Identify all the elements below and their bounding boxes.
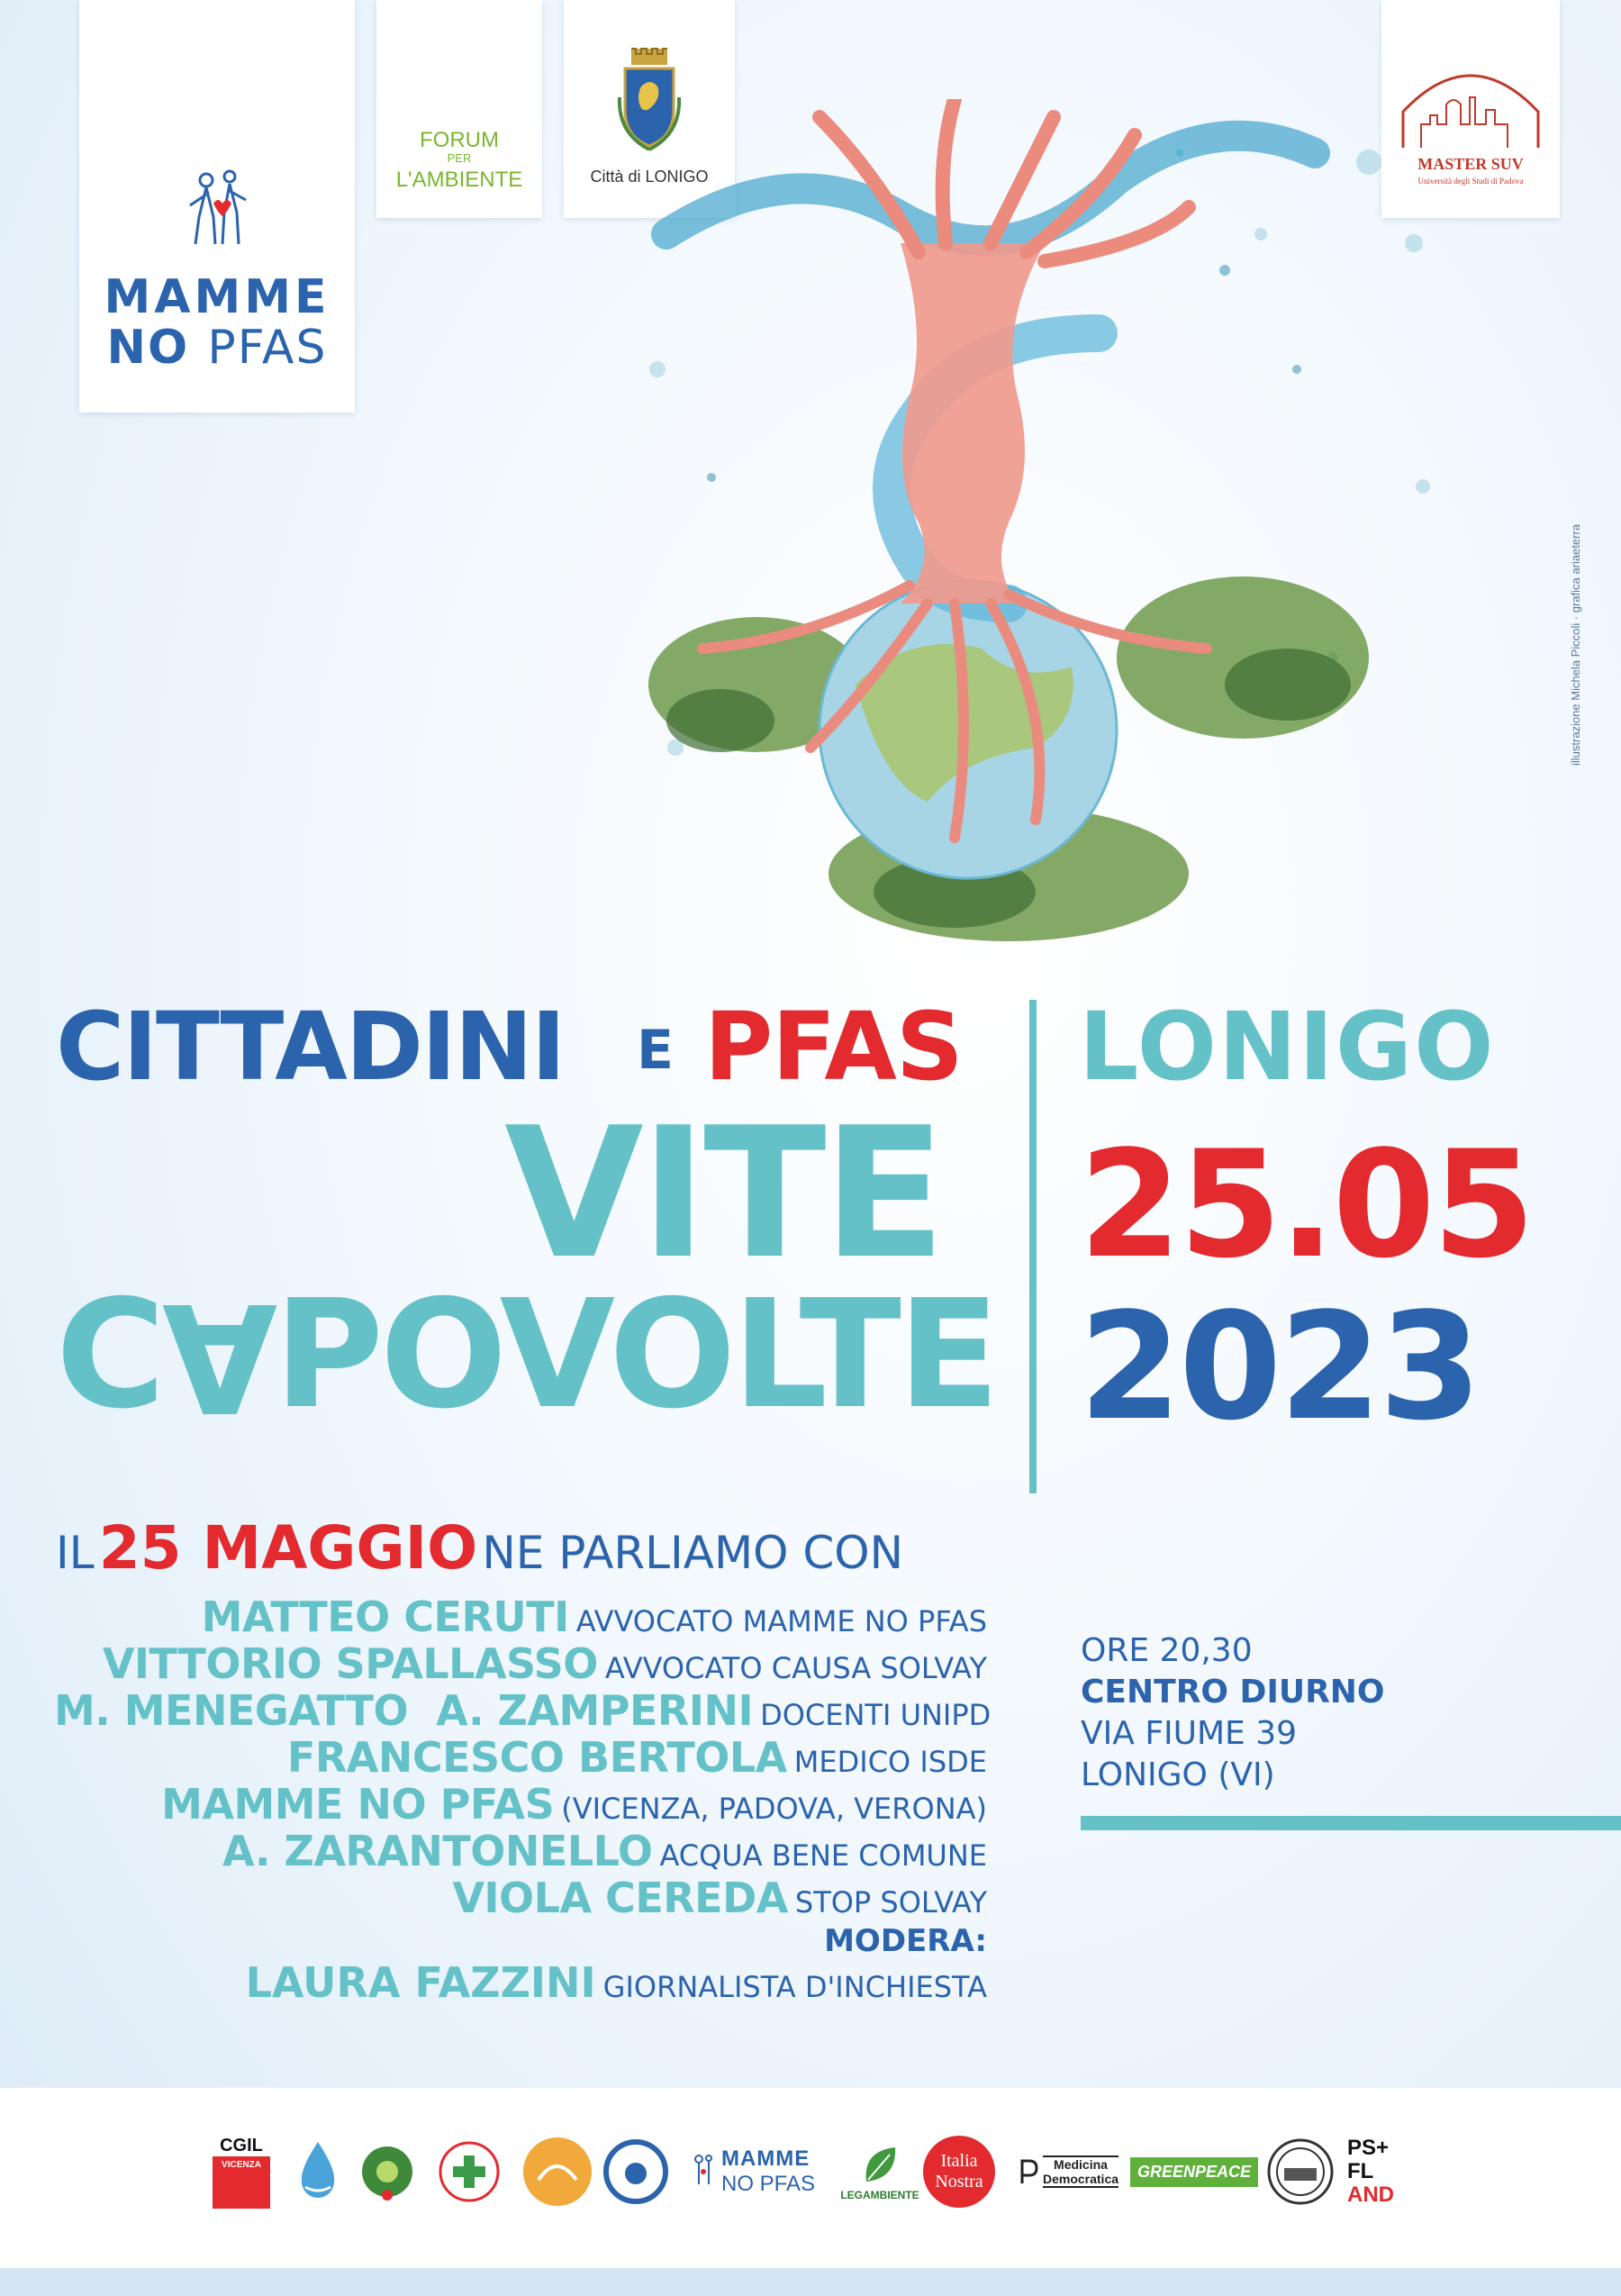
moderator-row <box>54 1958 987 2007</box>
speaker-name: M. MENEGATTO A. ZAMPERINI <box>54 1686 754 1735</box>
speaker-row <box>54 1827 987 1874</box>
sponsor-orange-logo <box>519 2131 596 2212</box>
round-badge-icon <box>1266 2137 1335 2206</box>
speaker-row <box>54 1874 987 1920</box>
event-year: 2023 <box>1079 1281 1480 1453</box>
speaker-row <box>54 1733 987 1780</box>
psfland-line3: AND <box>1347 2183 1394 2207</box>
speaker-row <box>54 1686 992 1735</box>
event-city: LONIGO <box>1079 992 1496 1102</box>
cgil-label: CGIL <box>220 2135 263 2155</box>
forum-logo-line2: PER <box>447 151 472 165</box>
title-conjunction: E <box>637 1019 674 1082</box>
title-divider <box>1029 1000 1037 1493</box>
sponsor-psfland-logo <box>1347 2131 1414 2212</box>
title-capovolte-c: C <box>56 1268 162 1442</box>
speaker-name: A. ZARANTONELLO <box>222 1827 653 1875</box>
sponsor-badge-logo <box>1264 2131 1336 2212</box>
venue-street: VIA FIUME 39 <box>1081 1715 1298 1752</box>
title-pfas: PFAS <box>704 992 963 1102</box>
speaker-role: MEDICO ISDE <box>793 1745 987 1779</box>
water-drop-icon <box>293 2138 343 2205</box>
mamme-logo-line2 <box>79 321 355 375</box>
speakers-list <box>54 1593 992 1922</box>
speaker-name: FRANCESCO BERTOLA <box>286 1733 787 1782</box>
sponsor-cgil-logo <box>213 2131 270 2212</box>
mamme-logo-pfas: PFAS <box>207 321 328 375</box>
green-flower-icon <box>358 2143 416 2201</box>
speaker-role: (VICENZA, PADOVA, VERONA) <box>561 1792 987 1826</box>
speaker-role: STOP SOLVAY <box>794 1885 987 1919</box>
title-capovolte-rest: POVOLTE <box>274 1268 997 1442</box>
mamme-logo-no: NO <box>106 321 190 375</box>
sponsor-blue-round-logo <box>602 2131 670 2212</box>
moderator-name: LAURA FAZZINI <box>245 1958 596 2007</box>
sponsor-italia-nostra-logo <box>920 2131 998 2212</box>
sponsor-green-logo <box>357 2131 418 2212</box>
title-cittadini: CITTADINI <box>56 992 565 1102</box>
moderator-role: GIORNALISTA D'INCHIESTA <box>602 1970 987 2004</box>
footer-mamme-line1: MAMME <box>720 2146 810 2171</box>
speaker-row <box>54 1593 987 1639</box>
small-family-icon <box>691 2154 716 2190</box>
intro-ne-parliamo: NE PARLIAMO CON <box>482 1527 904 1579</box>
footer-strip <box>0 2268 1621 2296</box>
medical-cross-icon <box>438 2140 501 2203</box>
cgil-sublabel: VICENZA <box>213 2156 270 2209</box>
medicina-line2: Democratica <box>1042 2172 1119 2186</box>
master-logo-subtitle: Università degli Studi di Padova <box>1417 177 1524 186</box>
psfland-line1: PS+ <box>1347 2136 1390 2160</box>
orange-circle-icon <box>521 2135 594 2209</box>
speaker-name: VIOLA CEREDA <box>452 1874 788 1922</box>
speaker-row <box>54 1780 987 1827</box>
blue-seal-icon <box>603 2139 668 2204</box>
illustration-credit: illustrazione Michela Piccoli · grafica ariaeterra <box>1569 523 1582 766</box>
sponsor-legambiente-logo <box>839 2131 920 2212</box>
speaker-role: ACQUA BENE COMUNE <box>659 1838 987 1873</box>
sponsor-greenpeace-logo <box>1131 2131 1257 2212</box>
speaker-name: VITTORIO SPALLASSO <box>102 1639 598 1688</box>
speaker-role: AVVOCATO CAUSA SOLVAY <box>604 1651 987 1685</box>
md-mark-icon <box>1019 2158 1039 2185</box>
venue-place: CENTRO DIURNO <box>1081 1674 1385 1711</box>
medicina-line1: Medicina <box>1054 2157 1108 2172</box>
speaker-name: MAMME NO PFAS <box>161 1780 555 1829</box>
psfland-line2: FL <box>1347 2159 1374 2183</box>
title-capovolte-flipped-a: A <box>161 1269 275 1443</box>
venue-time: ORE 20,30 <box>1081 1632 1253 1669</box>
intro-date: 25 MAGGIO <box>98 1513 478 1583</box>
sponsor-water-logo <box>290 2131 346 2212</box>
event-date: 25.05 <box>1079 1119 1533 1291</box>
program-intro <box>56 1513 903 1583</box>
venue-underline <box>1081 1816 1621 1830</box>
intro-il: IL <box>56 1527 95 1579</box>
speaker-role: DOCENTI UNIPD <box>760 1698 992 1732</box>
legambiente-label: LEGAMBIENTE <box>840 2189 919 2201</box>
italia-nostra-line2: Nostra <box>935 2172 983 2192</box>
mamme-logo-line1: MAMME <box>104 270 331 324</box>
title-vite: VITE <box>504 1089 943 1299</box>
leaf-icon <box>859 2142 901 2189</box>
sponsor-medicina-democratica-logo <box>1010 2131 1127 2212</box>
italia-nostra-line1: Italia <box>940 2151 978 2171</box>
forum-logo-line1: FORUM <box>420 128 499 152</box>
sponsor-medical-logo <box>436 2131 503 2212</box>
title-capovolte <box>56 1268 997 1443</box>
speaker-row <box>54 1639 987 1686</box>
sponsor-mamme-logo <box>681 2131 825 2212</box>
mamme-no-pfas-logo-card <box>79 0 355 413</box>
greenpeace-label: GREENPEACE <box>1130 2157 1258 2187</box>
family-icon <box>181 168 253 258</box>
footer-mamme-line2: NO PFAS <box>720 2172 816 2196</box>
tree-globe-illustration <box>630 99 1441 964</box>
lonigo-logo-label: Città di LONIGO <box>590 168 709 186</box>
forum-logo-line3: L'AMBIENTE <box>395 168 523 192</box>
master-logo-title: MASTER SUV <box>1417 155 1524 173</box>
speaker-role: AVVOCATO MAMME NO PFAS <box>575 1604 987 1638</box>
venue-city: LONIGO (VI) <box>1081 1756 1275 1793</box>
forum-ambiente-logo-card <box>376 0 542 218</box>
speaker-name: MATTEO CERUTI <box>201 1593 569 1641</box>
venue-info <box>1081 1630 1385 1796</box>
moderation-label: MODERA: <box>824 1923 987 1959</box>
